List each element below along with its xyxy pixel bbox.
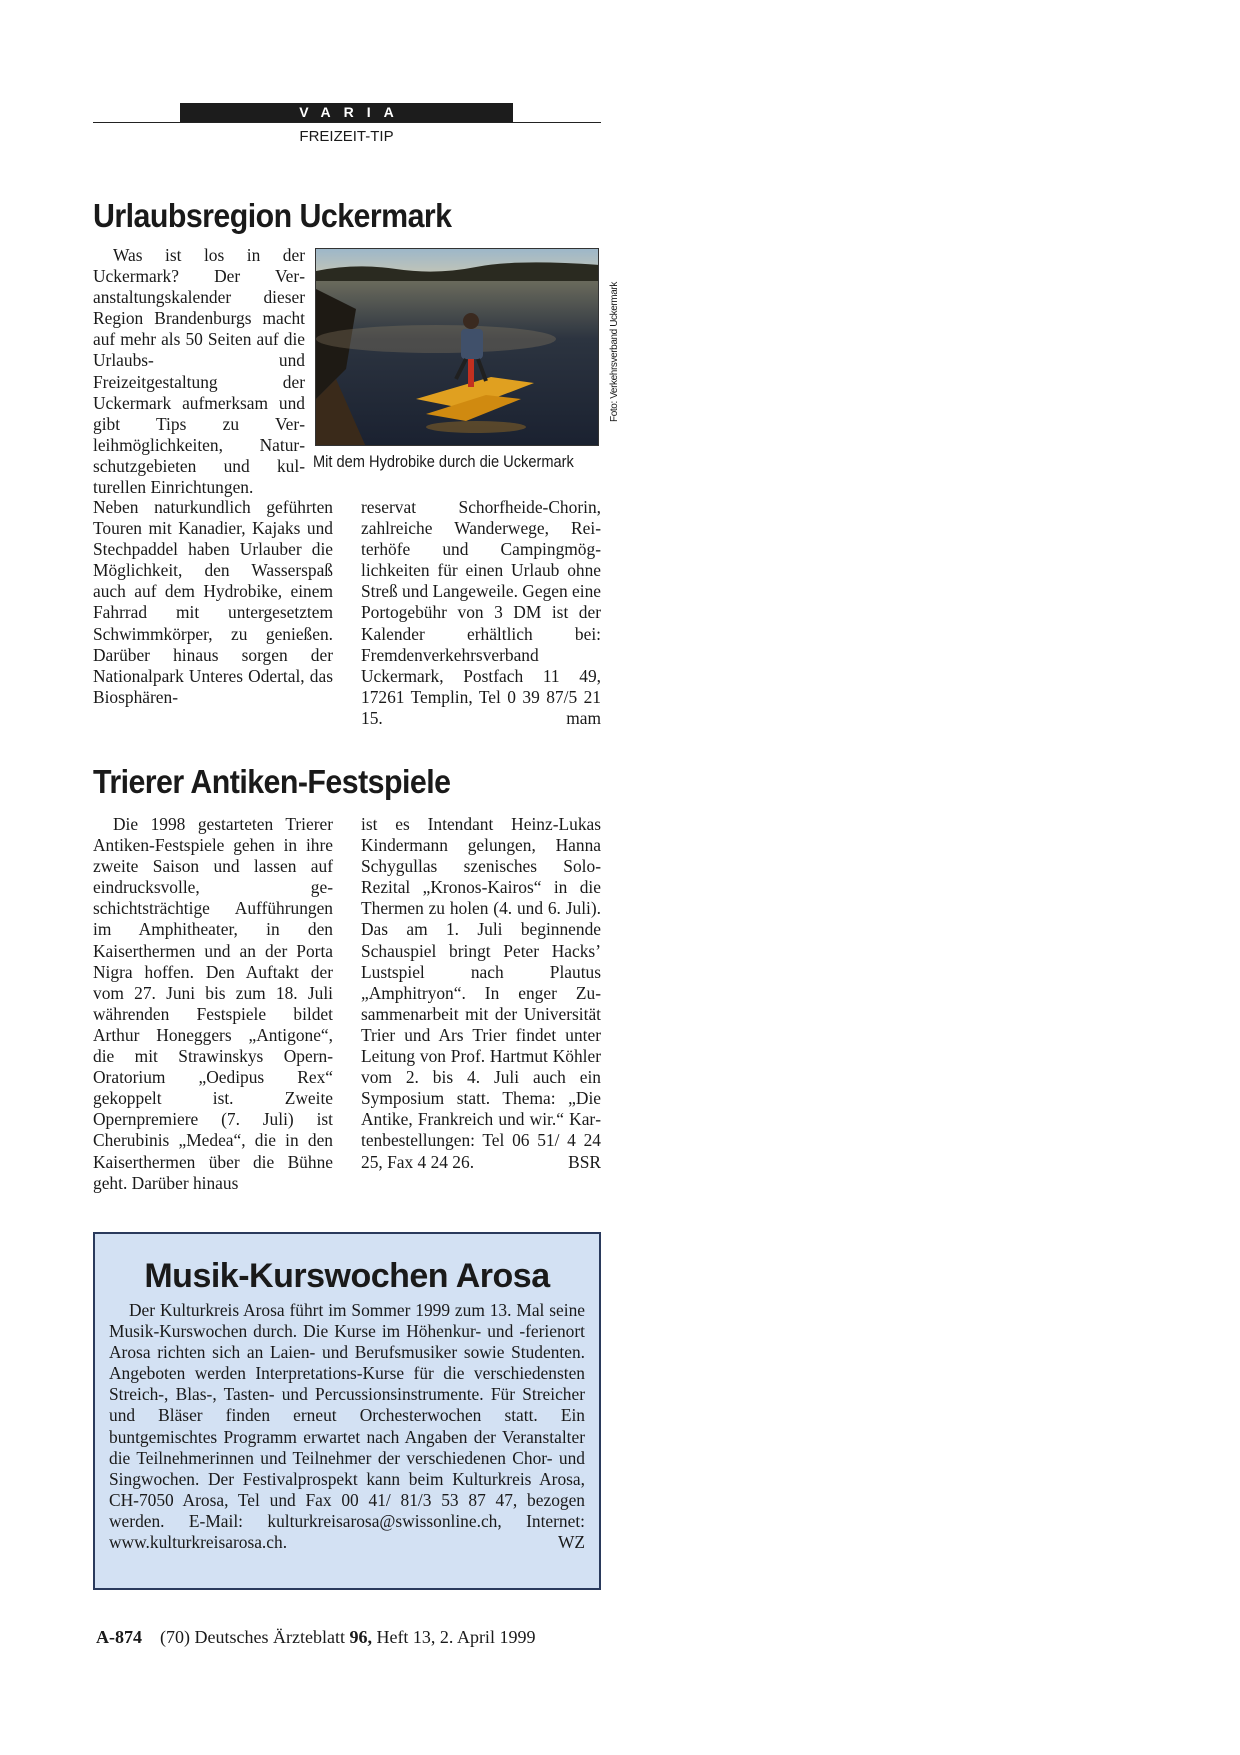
article-1-paragraph: Neben naturkundlich geführten Touren mit Kanadier, Kajaks und Stechpaddel haben Urlauber die Möglichkeit, den Wasserspaß auch auf dem Hydrobike, einem Fahrrad mit untergesetztem Schwimmkörper, zu genießen. Darüber hinaus sorgen der Nationalpark Unteres Odertal, das Biosphären-: [93, 497, 333, 707]
article-2-title: Trierer Antiken-Festspiele: [93, 763, 451, 800]
journal-volume: 96,: [349, 1627, 372, 1647]
article-2-col-right: [361, 814, 601, 1173]
article-1: [93, 196, 483, 236]
article-2-paragraph: [361, 814, 601, 1173]
page-number: A-874: [96, 1627, 142, 1647]
photo-credit: Foto: Verkehrsverband Uckermark: [609, 282, 620, 422]
kicker: FREIZEIT-TIP: [299, 128, 394, 145]
article-1-paragraph: Was ist los in der Uckermark? Der Veranstaltungskalender dieser Region Brandenburgs macht auf mehr als 50 Seiten auf die Urlaubs- und Freizeitgestaltung der Uckermark aufmerksam und gibt Tips zu Verleihmöglichkeiten, Naturschutzgebieten und kulturellen Einrichtungen.: [93, 245, 305, 498]
section-label: VARIA: [180, 103, 513, 122]
header-rule: [93, 122, 601, 123]
article-2-text: ist es Intendant Heinz-Lukas Kindermann gelungen, Hanna Schygullas szenisches Solo-Rezital „Kronos-Kairos“ in die Thermen zu holen (4. und 6. Juli). Das am 1. Juli beginnende Schauspiel bringt Peter Hacks’ Lustspiel nach Plautus „Amphitryon“. In enger Zusammenarbeit mit der Universität Trier und Ars Trier findet unter Leitung von Prof. Hartmut Köhler vom 2. bis 4. Juli auch ein Symposium statt. Thema: „Die Antike, Frankreich und wir.“ Kartenbestellungen: Tel 06 51/ 4 24 25, Fax 4 24 26.: [361, 814, 601, 1172]
hydrobike-photo: [315, 248, 599, 446]
info-box-signature: WZ: [557, 1532, 585, 1553]
article-2-signature: BSR: [568, 1151, 601, 1172]
info-box: [93, 1232, 601, 1590]
article-1-title: Urlaubsregion Uckermark: [93, 197, 452, 234]
article-1-text: reservat Schorfheide-Chorin, zahlreiche Wanderwege, Reiterhöfe und Campingmöglichkeiten für einen Urlaub ohne Streß und Langeweile. Gegen eine Portogebühr von 3 DM ist der Kalender erhältlich bei: Fremdenverkehrsverband Uckermark, Postfach 11 49, 17261 Templin, Tel 0 39 87/5 21 15.: [361, 497, 601, 728]
article-1-paragraph: [361, 497, 601, 729]
page-footer: [96, 1626, 535, 1648]
journal-issue: Heft 13, 2. April 1999: [376, 1627, 536, 1647]
info-box-title: Musik-Kurswochen Arosa: [144, 1257, 550, 1295]
article-1-signature: mam: [566, 707, 601, 728]
article-2-col-left: [93, 814, 333, 1194]
article-1-col-left-top: [93, 245, 305, 498]
article-1-col-left-bottom: [93, 497, 333, 708]
article-2-paragraph: Die 1998 gestarteten Trierer Antiken-Festspiele gehen in ihre zweite Saison und lassen auf eindrucksvolle, geschichtsträchtige Aufführungen im Amphitheater, in den Kaiserthermen und an der Porta Nigra hoffen. Den Auftakt der vom 27. Juni bis zum 18. Juli währenden Festspiele bildet Arthur Honeggers „Antigone“, die mit Strawinskys Opern-Oratorium „Oedipus Rex“ gekoppelt ist. Zweite Opernpremiere (7. Juli) ist Cherubinis „Medea“, die in den Kaiserthermen über die Bühne geht. Darüber hinaus: [93, 814, 333, 1193]
info-box-body: Der Kulturkreis Arosa führt im Sommer 1999 zum 13. Mal seine Musik-Kurswochen durch. Die Kurse im Höhenkur- und -ferienort Arosa richten sich an Laien- und Berufsmusiker sowie Studenten. Angeboten werden Interpretations-Kurse für die verschiedensten Streich-, Blas-, Tasten- und Percussionsinstrumente. Für Streicher und Bläser finden erneut Orchesterwochen statt. Ein buntgemischtes Programm erwartet nach Angaben der Veranstalter die Teilnehmerinnen und Teilnehmer der verschiedenen Chor- und Singwochen. Der Festivalprospekt kann beim Kulturkreis Arosa, CH-7050 Arosa, Tel und Fax 00 41/ 81/3 53 87 47, bezogen werden. E-Mail: kulturkreisarosa@swissonline.ch, Internet: www.kulturkreisarosa.ch.: [109, 1300, 585, 1553]
info-box-text: [109, 1300, 585, 1553]
info-box-paragraph: [109, 1300, 585, 1553]
photo-caption: Mit dem Hydrobike durch die Uckermark: [313, 452, 574, 471]
article-2: [93, 762, 482, 802]
journal-name: Deutsches Ärzteblatt: [194, 1627, 345, 1647]
footer-paren: (70): [160, 1627, 190, 1647]
article-1-col-right: [361, 497, 601, 729]
